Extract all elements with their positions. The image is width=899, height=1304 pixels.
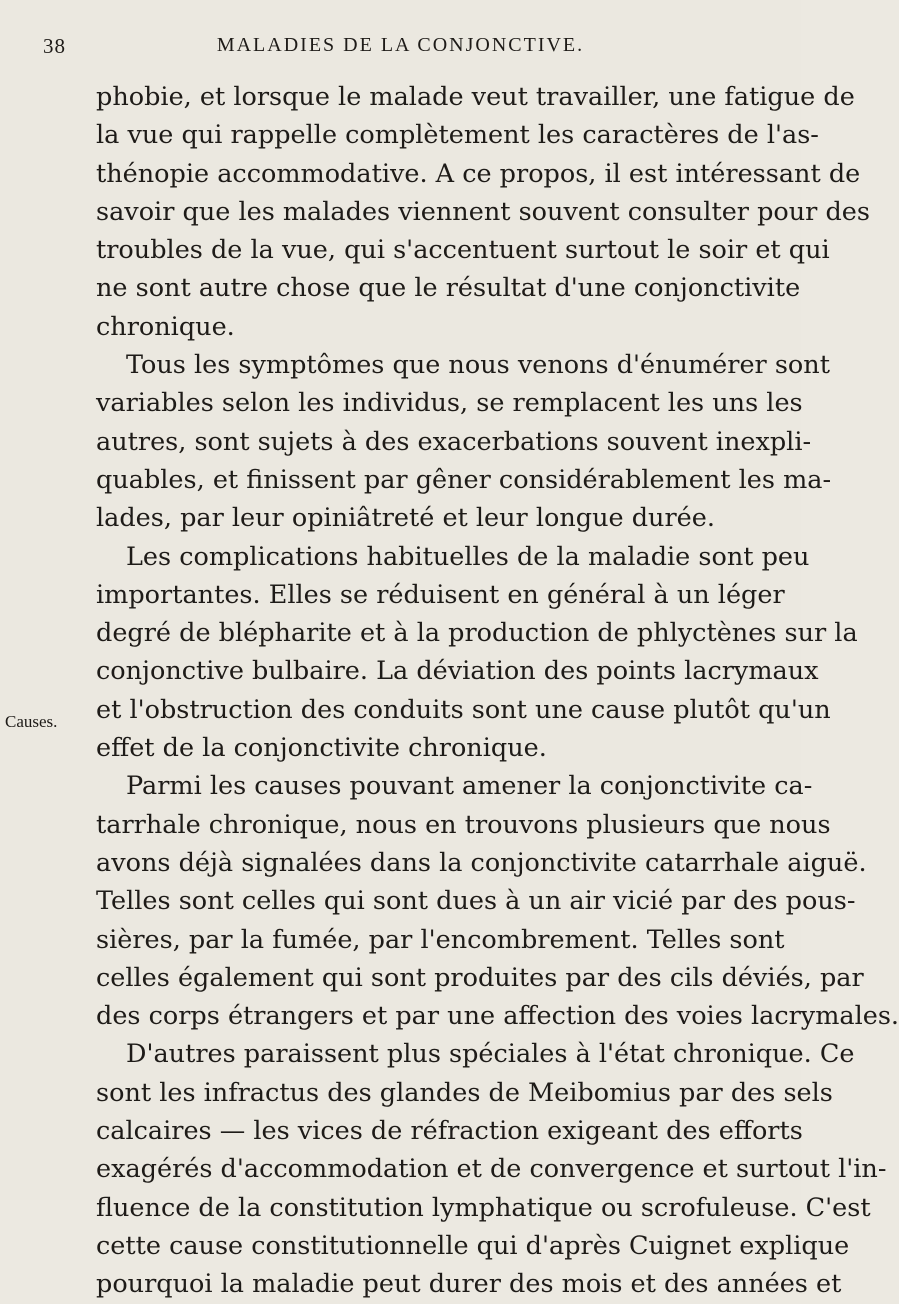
text-line: importantes. Elles se réduisent en général à un léger [96,579,785,610]
text-line: tarrhale chronique, nous en trouvons plusieurs que nous [96,809,831,840]
text-line: phobie, et lorsque le malade veut travailler, une fatigue de [96,82,855,112]
text-line: quables, et finissent par gêner considérablement les ma- [96,464,832,495]
text-line: chronique. [96,311,235,342]
text-line: troubles de la vue, qui s'accentuent surtout le soir et qui [96,235,830,266]
text-line: pourquoi la maladie peut durer des mois et des années et [96,1269,842,1300]
text-line: Les complications habituelles de la maladie sont peu [126,541,810,572]
text-line: ne sont autre chose que le résultat d'une conjonctivite [96,273,801,304]
text-line: Tous les symptômes que nous venons d'énumérer sont [126,350,830,381]
text-line: Telles sont celles qui sont dues à un air vicié par des pous- [96,886,856,917]
text-line: des corps étrangers et par une affection des voies lacrymales. [96,1001,899,1032]
running-head [0,34,801,64]
text-line: conjonctive bulbaire. La déviation des points lacrymaux [96,656,819,687]
text-line: sières, par la fumée, par l'encombrement. Telles sont [96,924,785,955]
text-line: la vue qui rappelle complètement les caractères de l'as- [96,120,819,151]
page-number: 38 [43,34,66,58]
text-line: sont les infractus des glandes de Meibomius par des sels [96,1077,833,1108]
text-line: celles également qui sont produites par des cils déviés, par [96,962,864,993]
text-line: autres, sont sujets à des exacerbations souvent inexpli- [96,426,812,457]
margin-note-causes: Causes. [5,712,58,731]
text-line: exagérés d'accommodation et de convergence et surtout l'in- [96,1154,887,1185]
text-line: et l'obstruction des conduits sont une cause plutôt qu'un [96,694,831,725]
running-title: MALADIES DE LA CONJONCTIVE. [216,34,585,56]
text-line: effet de la conjonctivite chronique. [96,733,547,764]
body-text [96,78,899,1304]
text-line: degré de blépharite et à la production de phlyctènes sur la [96,618,858,649]
text-line: D'autres paraissent plus spéciales à l'état chronique. Ce [126,1039,855,1070]
text-line: thénopie accommodative. A ce propos, il est intéressant de [96,158,861,189]
text-line: fluence de la constitution lymphatique ou scrofuleuse. C'est [96,1192,871,1223]
text-line: calcaires — les vices de réfraction exigeant des efforts [96,1116,803,1147]
text-line: avons déjà signalées dans la conjonctivite catarrhale aiguë. [96,847,867,878]
text-line: Parmi les causes pouvant amener la conjonctivite ca- [126,771,813,802]
text-line: variables selon les individus, se remplacent les uns les [96,388,803,419]
text-line: cette cause constitutionnelle qui d'après Cuignet explique [96,1230,850,1261]
text-line: lades, par leur opiniâtreté et leur longue durée. [96,503,715,534]
text-line: savoir que les malades viennent souvent consulter pour des [96,196,870,227]
